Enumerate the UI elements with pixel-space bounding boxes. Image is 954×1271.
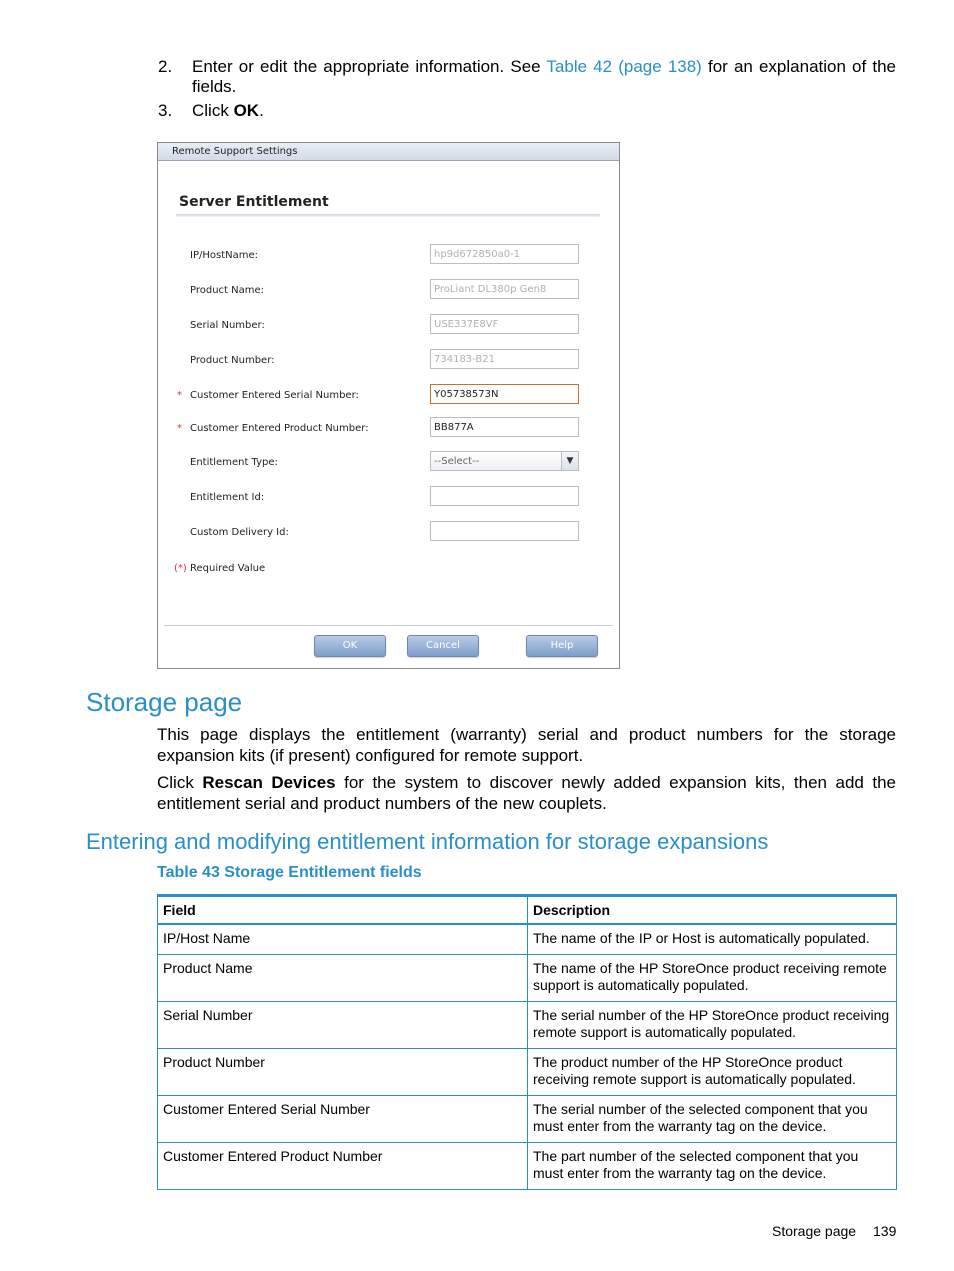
field-label-entitlement-id: Entitlement Id: bbox=[190, 492, 265, 503]
table-cell-description: The name of the IP or Host is automatically populated. bbox=[528, 924, 897, 954]
step-3 bbox=[0, 101, 954, 121]
footer-divider bbox=[164, 625, 613, 626]
field-label-customer-serial: Customer Entered Serial Number: bbox=[190, 390, 359, 401]
section-paragraph-1: This page displays the entitlement (warranty) serial and product numbers for the storage expansion kits (if present) configured for remote support. bbox=[157, 725, 896, 765]
field-label-custom-delivery-id: Custom Delivery Id: bbox=[190, 527, 289, 538]
dialog-title: Remote Support Settings bbox=[158, 143, 619, 161]
table-header-row bbox=[158, 896, 897, 925]
section-paragraph-2: Click Rescan Devices for the system to discover newly added expansion kits, then add the entitlement serial and product numbers of the new couplets. bbox=[157, 773, 896, 813]
table-cell-field: Product Name bbox=[158, 954, 528, 1001]
footer-section-name: Storage page bbox=[772, 1223, 857, 1239]
heading-divider bbox=[176, 214, 600, 217]
required-asterisk: * bbox=[177, 390, 182, 401]
table-row bbox=[158, 1142, 897, 1189]
table-row bbox=[158, 1095, 897, 1142]
column-header-field: Field bbox=[158, 896, 528, 925]
ok-button[interactable]: OK bbox=[314, 635, 386, 657]
table-cell-description: The name of the HP StoreOnce product receiving remote support is automatically populated. bbox=[528, 954, 897, 1001]
table-caption: Table 43 Storage Entitlement fields bbox=[157, 864, 422, 881]
step-text: Enter or edit the appropriate information. See Table 42 (page 138) for an explanation of the fields. bbox=[192, 57, 896, 96]
field-label-customer-product: Customer Entered Product Number: bbox=[190, 423, 369, 434]
table-cell-description: The product number of the HP StoreOnce product receiving remote support is automatically populated. bbox=[528, 1048, 897, 1095]
section-heading: Storage page bbox=[86, 687, 243, 717]
custom-delivery-id-field[interactable] bbox=[430, 521, 579, 541]
table-row bbox=[158, 954, 897, 1001]
serial-number-field[interactable]: USE337E8VF bbox=[430, 314, 579, 334]
table-cell-field: Product Number bbox=[158, 1048, 528, 1095]
customer-product-number-field[interactable]: BB877A bbox=[430, 417, 579, 437]
product-name-field[interactable]: ProLiant DL380p Gen8 bbox=[430, 279, 579, 299]
step-number: 2. bbox=[158, 57, 173, 76]
dialog-heading: Server Entitlement bbox=[179, 194, 329, 210]
rescan-devices-label: Rescan Devices bbox=[202, 773, 336, 792]
table-cell-description: The part number of the selected component that you must enter from the warranty tag on the device. bbox=[528, 1142, 897, 1189]
table-row bbox=[158, 924, 897, 954]
field-label-product-name: Product Name: bbox=[190, 285, 265, 296]
help-button[interactable]: Help bbox=[526, 635, 598, 657]
product-number-field[interactable]: 734183-B21 bbox=[430, 349, 579, 369]
chevron-down-icon[interactable]: ▼ bbox=[561, 452, 578, 470]
required-value-note: (*) Required Value bbox=[174, 563, 266, 574]
field-label-product-number: Product Number: bbox=[190, 355, 275, 366]
entitlement-type-select[interactable] bbox=[430, 451, 579, 471]
table-cell-description: The serial number of the HP StoreOnce product receiving remote support is automatically populated. bbox=[528, 1001, 897, 1048]
field-label-serial-number: Serial Number: bbox=[190, 320, 265, 331]
page-number: 139 bbox=[873, 1223, 897, 1239]
table-cell-field: Customer Entered Serial Number bbox=[158, 1095, 528, 1142]
table-42-link[interactable]: Table 42 (page 138) bbox=[546, 57, 702, 76]
table-row bbox=[158, 1048, 897, 1095]
customer-serial-number-field[interactable]: Y05738573N bbox=[430, 384, 579, 404]
step-2 bbox=[0, 57, 954, 97]
table-cell-field: Customer Entered Product Number bbox=[158, 1142, 528, 1189]
field-label-ip-hostname: IP/HostName: bbox=[190, 250, 258, 261]
table-cell-field: IP/Host Name bbox=[158, 924, 528, 954]
cancel-button[interactable]: Cancel bbox=[407, 635, 479, 657]
table-cell-description: The serial number of the selected component that you must enter from the warranty tag on the device. bbox=[528, 1095, 897, 1142]
field-label-entitlement-type: Entitlement Type: bbox=[190, 457, 278, 468]
ip-hostname-field[interactable]: hp9d672850a0-1 bbox=[430, 244, 579, 264]
subsection-heading: Entering and modifying entitlement information for storage expansions bbox=[86, 829, 769, 854]
required-asterisk: * bbox=[177, 423, 182, 434]
select-value: --Select-- bbox=[434, 456, 480, 467]
table-row bbox=[158, 1001, 897, 1048]
step-number: 3. bbox=[158, 101, 173, 120]
step-text: Click OK. bbox=[192, 101, 264, 120]
column-header-description: Description bbox=[528, 896, 897, 925]
table-cell-field: Serial Number bbox=[158, 1001, 528, 1048]
remote-support-dialog bbox=[157, 142, 620, 669]
storage-entitlement-table bbox=[157, 894, 897, 1190]
entitlement-id-field[interactable] bbox=[430, 486, 579, 506]
